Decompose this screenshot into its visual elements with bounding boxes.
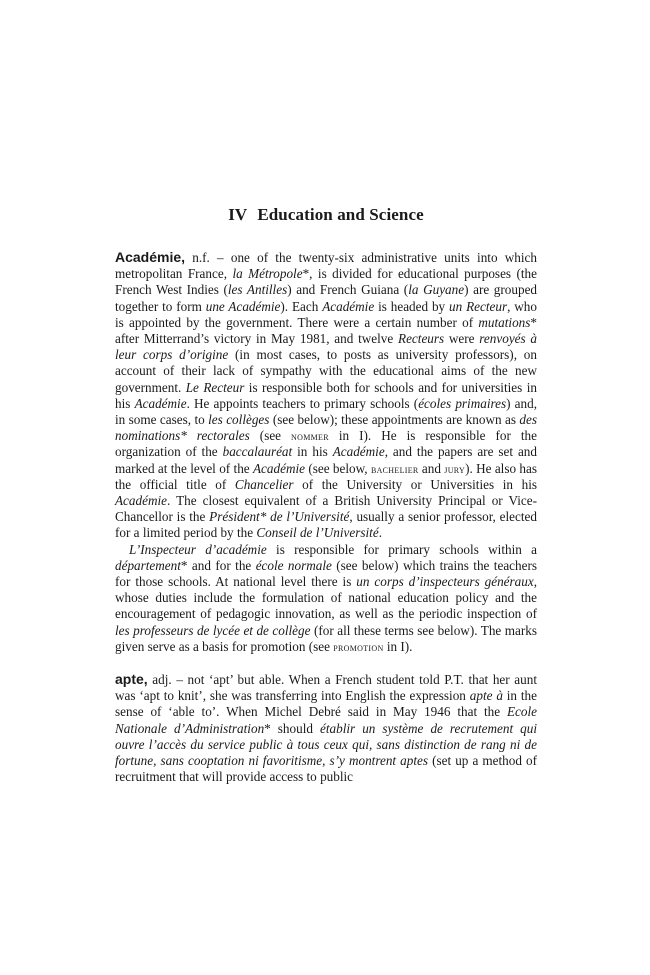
italic-term: Le Recteur — [185, 379, 245, 395]
text-run: (for all these terms see below). The marks given serve as a basis for promotion (see — [115, 622, 537, 654]
text-run: , usually a senior professor, elected for a limited period by the — [115, 509, 537, 541]
text-run: . — [378, 525, 382, 541]
text-run: n.f. – one of the twenty-six administrative units into which metropolitan France, — [115, 250, 537, 282]
italic-term: Académie — [332, 444, 385, 460]
text-run: (see — [249, 428, 292, 444]
italic-term: école normale — [255, 557, 332, 573]
entry-academie — [115, 249, 537, 655]
italic-term: Président* de l’Université — [209, 509, 350, 525]
chapter-title — [115, 205, 537, 225]
text-run: ) are grouped together to form — [115, 282, 538, 314]
italic-term: Académie — [253, 460, 305, 476]
text-run: , and the papers are set and marked at the level of the — [115, 444, 537, 476]
italic-term: Conseil de l’Université — [256, 525, 379, 541]
text-run: of the University or Universities in his — [293, 476, 537, 492]
text-run: , whose duties include the formulation of national education policy and the encouragement of pedagogic innovation, as well as the periodic inspection of — [115, 574, 537, 622]
text-run: in his — [292, 444, 333, 460]
text-run: * after Mitterrand’s victory in May 1981, and twelve — [115, 314, 537, 347]
text-run: . He appoints teachers to primary schools ( — [186, 395, 419, 411]
entry-body — [115, 250, 537, 540]
entry-paragraph — [115, 249, 537, 542]
italic-term: L’Inspecteur d’académie — [129, 541, 267, 557]
italic-term: les collèges — [208, 412, 270, 428]
italic-term: apte à — [469, 688, 503, 704]
text-run: (see below, — [305, 460, 371, 476]
italic-term: établir un système de recrutement qui ouvre l’accès du service public à tous ceux qui, sans distinction de rang ni de fortune, sans cooptation ni favoritisme, s’y montrent aptes — [115, 720, 538, 769]
text-run: is headed by — [374, 298, 450, 314]
text-run: (see below) which trains the teachers for those schools. At national level there is — [115, 557, 538, 590]
text-run: in the sense of ‘able to’. When Michel Debré said in May 1946 that the — [115, 688, 537, 720]
text-run: (in most cases, to posts as university professors), on account of their lack of sympathy with the educational aims of the new government. — [115, 347, 537, 395]
headword: apte, — [115, 671, 148, 688]
italic-term: écoles primaires — [418, 395, 507, 411]
cross-reference: bachelier — [370, 461, 419, 476]
cross-reference: nommer — [291, 429, 329, 444]
italic-term: la Métropole — [232, 266, 303, 282]
cross-reference: promotion — [333, 639, 384, 654]
text-run: ). He also has the official title of — [115, 460, 537, 492]
text-run: and — [418, 460, 445, 476]
italic-term: Académie — [134, 395, 187, 411]
text-run: in I). — [383, 638, 413, 654]
page — [115, 205, 537, 786]
chapter-number: IV — [228, 205, 248, 224]
italic-term: mutations — [478, 314, 531, 330]
text-run: . The closest equivalent of a British University Principal or Vice-Chancellor is the — [115, 493, 537, 525]
text-run: *, is divided for educational purposes (the French West Indies ( — [115, 266, 537, 298]
italic-term: la Guyane — [408, 282, 465, 298]
italic-term: Recteurs — [398, 331, 445, 347]
italic-term: des nominations* rectorales — [115, 412, 537, 444]
entry-paragraph — [115, 671, 537, 785]
italic-term: Académie — [322, 298, 375, 314]
italic-term: département — [115, 557, 181, 573]
chapter-heading: Education and Science — [257, 205, 424, 224]
italic-term: Académie — [115, 493, 167, 509]
text-run: (set up a method of recruitment that will provide access to public — [115, 753, 538, 785]
entry-body — [115, 672, 537, 784]
italic-term: un Recteur — [449, 298, 508, 314]
entry-apte — [115, 671, 537, 785]
italic-term: baccalauréat — [222, 444, 293, 460]
text-run: ) and, in some cases, to — [115, 395, 538, 428]
italic-term: Chancelier — [234, 476, 294, 492]
italic-term: Ecole Nationale d’Administration — [115, 704, 537, 736]
text-run: * should — [264, 720, 320, 736]
italic-term: les professeurs de lycée et de collège — [115, 622, 311, 638]
text-run: adj. – not ‘apt’ but able. When a French student told P.T. that her aunt was ‘apt to knit’, she was transferring into English the expression — [115, 672, 537, 704]
headword: Académie, — [115, 249, 186, 265]
text-run: , who is appointed by the government. There were a certain number of — [115, 298, 537, 330]
italic-term: renvoyés à leur corps d’origine — [115, 331, 538, 363]
text-run: in I). He is responsible for the organization of the — [115, 428, 537, 460]
text-run: * and for the — [180, 557, 256, 573]
cross-reference: jury — [444, 461, 466, 476]
italic-term: une Académie — [205, 298, 281, 314]
text-run: were — [444, 331, 480, 347]
text-run: is responsible for primary schools within a — [266, 541, 537, 557]
text-run: ). Each — [280, 298, 323, 314]
entry-paragraph — [115, 542, 537, 655]
text-run: is responsible both for schools and for universities in his — [115, 379, 537, 411]
text-run: (see below); these appointments are known as — [269, 412, 520, 428]
text-run: ) and French Guiana ( — [287, 282, 409, 298]
italic-term: un corps d’inspecteurs généraux — [356, 574, 534, 590]
italic-term: les Antilles — [227, 282, 288, 298]
